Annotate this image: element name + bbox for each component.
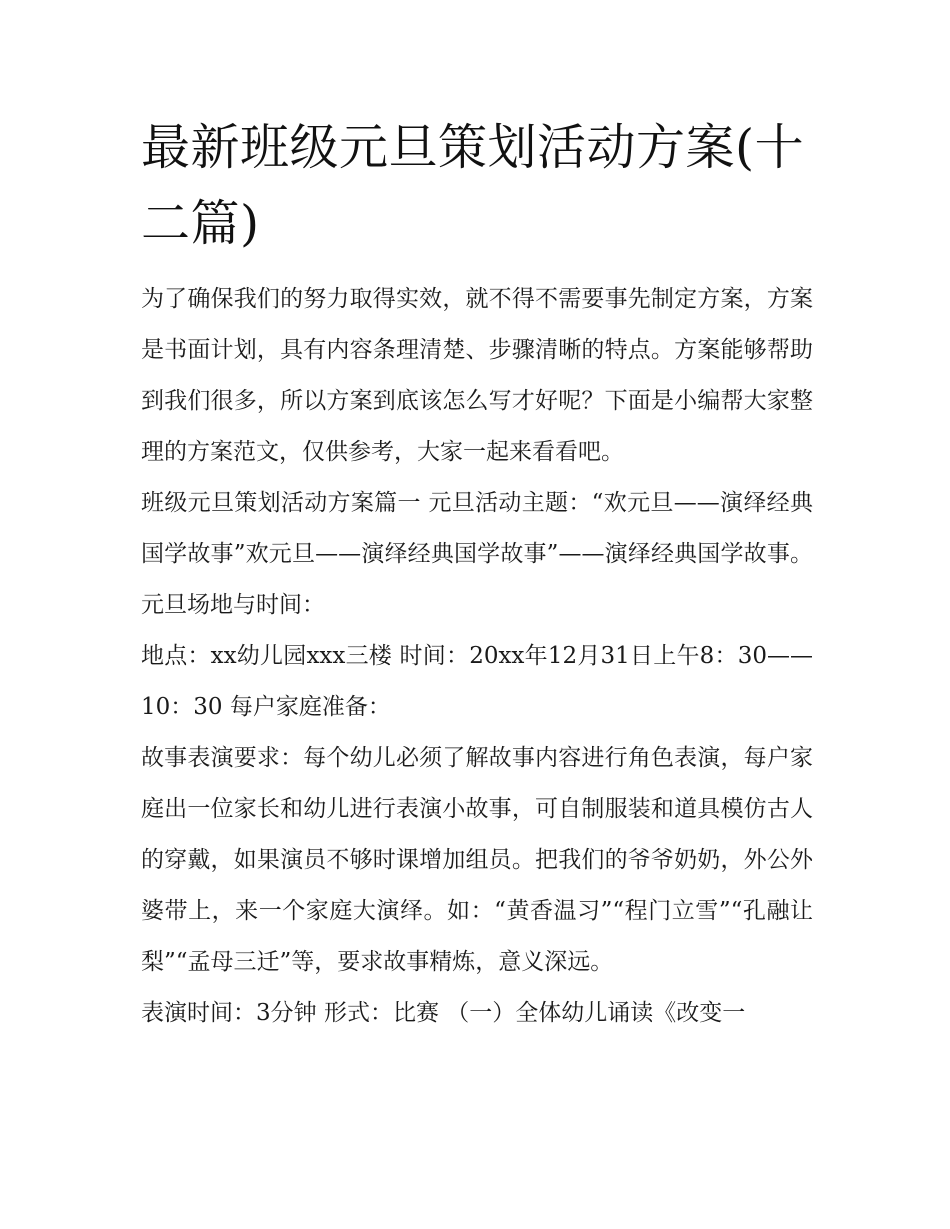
document-title: 最新班级元旦策划活动方案(十二篇) (141, 119, 805, 252)
paragraph-location-time: 地点：xx幼儿园xxx三楼 时间：20xx年12月31日上午8：30——10：30 每户家庭准备： (141, 643, 813, 720)
paragraph-theme: 班级元旦策划活动方案篇一 元旦活动主题：“欢元旦——演绎经典国学故事”欢元旦——演绎经典国学故事”——演绎经典国学故事。 元旦场地与时间： (141, 490, 813, 618)
paragraph-performance-time: 表演时间：3分钟 形式：比赛 （一）全体幼儿诵读《改变一 (141, 1000, 746, 1026)
document-content (141, 110, 813, 1039)
paragraph-performance-requirements: 故事表演要求：每个幼儿必须了解故事内容进行角色表演，每户家庭出一位家长和幼儿进行表演小故事，可自制服装和道具模仿古人的穿戴，如果演员不够时课增加组员。把我们的爷爷奶奶，外公外婆带上，来一个家庭大演绎。如：“黄香温习”“程门立雪”“孔融让梨”“孟母三迁”等，要求故事精炼，意义深远。 (141, 745, 813, 975)
document-body (141, 274, 813, 1039)
paragraph-intro: 为了确保我们的努力取得实效，就不得不需要事先制定方案，方案是书面计划，具有内容条理清楚、步骤清晰的特点。方案能够帮助到我们很多，所以方案到底该怎么写才好呢？下面是小编帮大家整理的方案范文，仅供参考，大家一起来看看吧。 (141, 286, 813, 465)
